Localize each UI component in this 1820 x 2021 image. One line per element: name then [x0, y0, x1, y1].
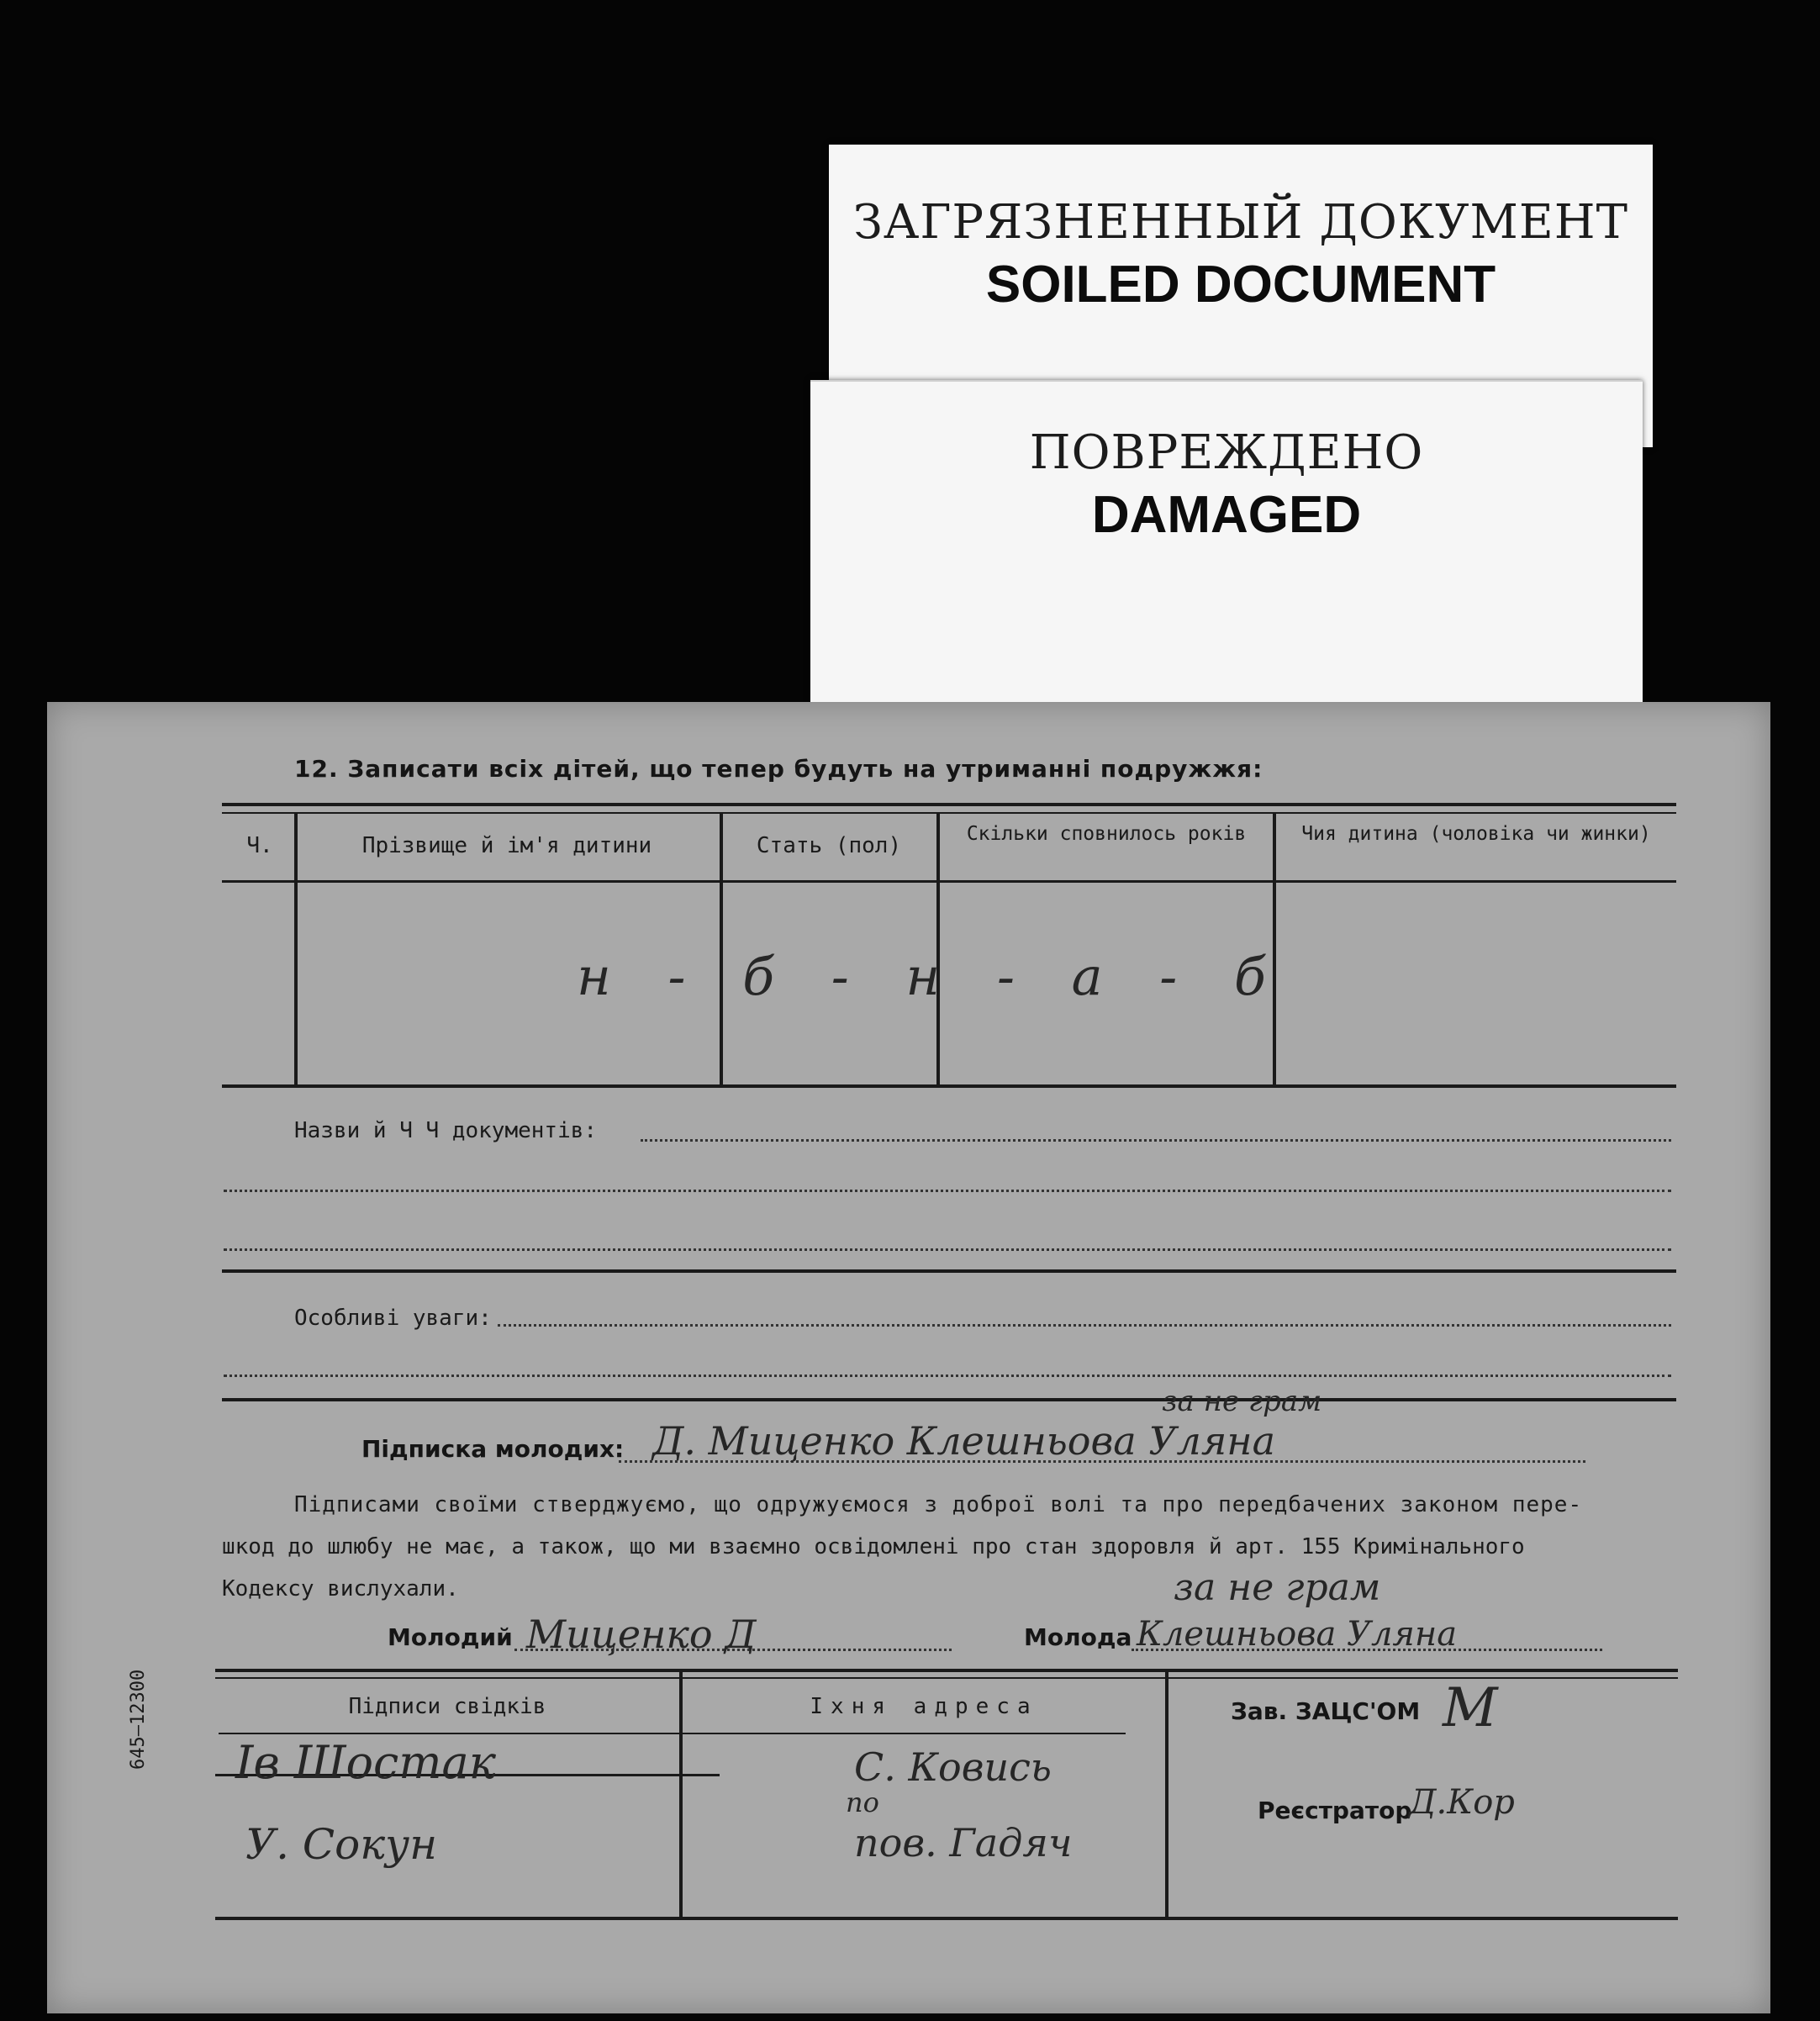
newlyweds-note-handwriting: за не грам	[1162, 1385, 1322, 1418]
address-header-rule	[684, 1733, 1126, 1734]
declaration-line-3: Кодексу вислухали.	[222, 1576, 459, 1601]
table-header-rule	[222, 880, 1676, 883]
address-3-handwriting: пов. Гадяч	[854, 1820, 1073, 1865]
groom-signature-handwriting: Миценко Д	[526, 1612, 757, 1657]
header-whose-child: Чия дитина (чоловіка чи жинки)	[1301, 823, 1651, 845]
witness-box-bottom-rule	[215, 1917, 1678, 1920]
address-1-handwriting: С. Ковись	[854, 1744, 1052, 1790]
head-label: Зав. ЗАЦС'ОМ	[1231, 1697, 1421, 1725]
documents-label: Назви й Ч Ч документів:	[294, 1118, 598, 1143]
table-col-divider	[294, 812, 298, 1084]
damaged-document-card	[810, 380, 1643, 718]
soiled-label-en: SOILED DOCUMENT	[985, 256, 1496, 314]
children-row-handwriting: н - б - н - а - б	[577, 946, 1286, 1007]
address-2-handwriting: по	[846, 1786, 879, 1818]
witness-2-handwriting: У. Сокун	[245, 1820, 438, 1869]
documents-dotted-line	[224, 1190, 1671, 1192]
soiled-label-ru: ЗАГРЯЗНЕННЫЙ ДОКУМЕНТ	[853, 195, 1628, 250]
section-12-title: 12. Записати всіх дітей, що тепер будуть на утриманні подружжя:	[294, 755, 1263, 783]
table-top-rule-thin	[222, 812, 1676, 814]
registrar-signature-handwriting: Д.Кор	[1409, 1783, 1515, 1822]
address-header: Іхня адреса	[810, 1694, 1038, 1719]
table-bottom-rule	[222, 1084, 1676, 1088]
header-sex: Стать (пол)	[756, 833, 902, 858]
form-code: 645—12300	[128, 1669, 149, 1770]
damaged-label-ru: ПОВРЕЖДЕНО	[1029, 425, 1424, 480]
witness-header-rule	[219, 1733, 723, 1734]
bride-note-handwriting: за не грам	[1174, 1566, 1381, 1609]
witness-box-top-rule	[215, 1669, 1678, 1672]
head-signature-handwriting: М	[1443, 1677, 1498, 1739]
declaration-line-2: шкод до шлюбу не має, а також, що ми взаємно освідомлені про стан здоровля й арт. 155 Кримінального	[222, 1534, 1525, 1559]
remarks-dotted-line	[498, 1324, 1671, 1327]
bride-label: Молода	[1024, 1623, 1132, 1651]
table-top-rule	[222, 803, 1676, 806]
documents-rule	[222, 1269, 1676, 1273]
witness-1-handwriting: Ів Шостак	[235, 1736, 496, 1789]
damaged-label-en: DAMAGED	[1091, 486, 1362, 544]
declaration-line-1: Підписами своїми стверджуємо, що одружуємося з доброї волі та про передбачених законом пере-	[294, 1492, 1583, 1517]
header-child-name: Прізвище й ім'я дитини	[361, 833, 652, 858]
address-col-divider	[1165, 1669, 1168, 1919]
header-age: Скільки сповнилось років	[966, 823, 1247, 845]
registrar-label: Реєстратор	[1258, 1797, 1412, 1824]
documents-dotted-line	[641, 1139, 1671, 1142]
remarks-label: Особливі уваги:	[294, 1306, 492, 1331]
form-sheet	[47, 702, 1770, 2013]
bride-signature-handwriting: Клешньова Уляна	[1137, 1615, 1458, 1654]
header-number: Ч.	[246, 833, 273, 858]
newlyweds-signature-handwriting: Д. Миценко Клешньова Уляна	[652, 1418, 1276, 1464]
documents-dotted-line	[224, 1248, 1671, 1251]
groom-label: Молодий	[388, 1623, 513, 1651]
remarks-rule	[222, 1398, 1676, 1401]
witnesses-header: Підписи свідків	[348, 1694, 546, 1719]
remarks-dotted-line	[224, 1375, 1671, 1377]
newlyweds-signature-label: Підписка молодих:	[361, 1435, 625, 1463]
